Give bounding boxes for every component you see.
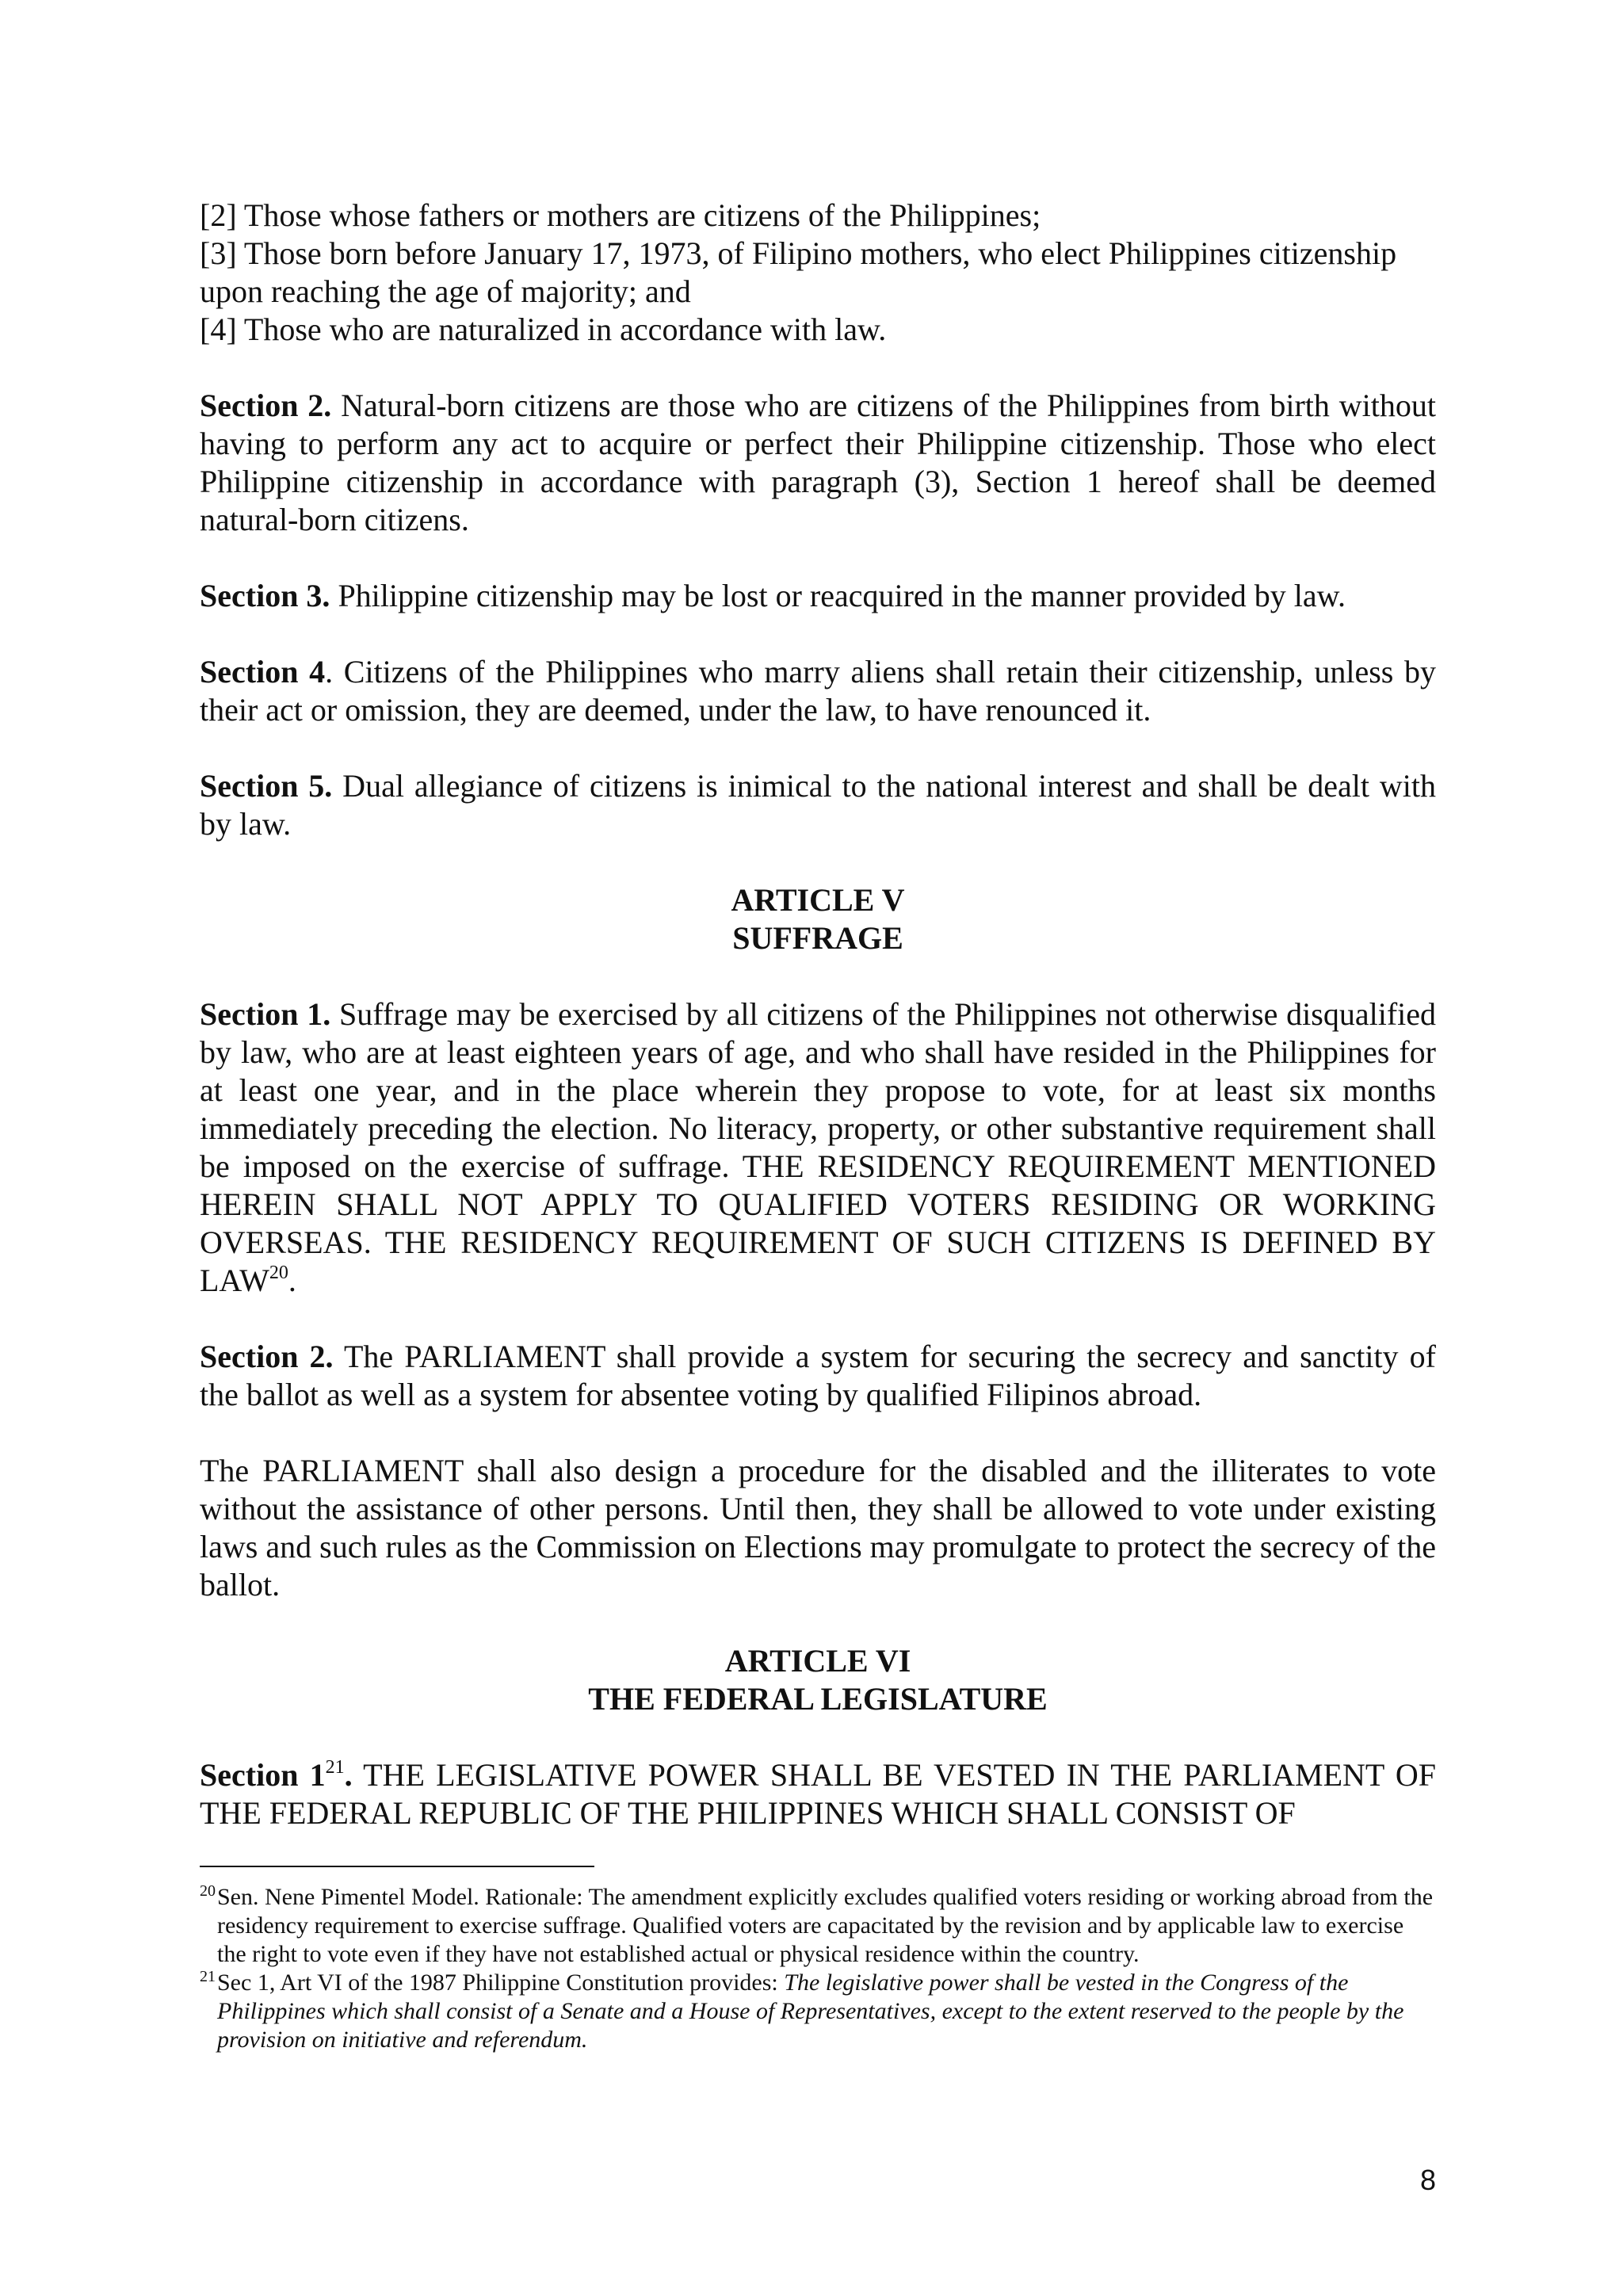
section-label: Section 2. — [200, 1339, 334, 1374]
article4-section5 — [200, 767, 1436, 843]
footnote-separator — [200, 1866, 594, 1867]
footnote-text: Sec 1, Art VI of the 1987 Philippine Constitution provides: — [217, 1969, 785, 1996]
article-subheading: SUFFRAGE — [732, 920, 903, 956]
section-text: Suffrage may be exercised by all citizens of the Philippines not otherwise disqualified by law, who are at least eighteen years of age, and who shall have resided in the Philippines for at least one year, and in the place wherein they propose to vote, for at least six months immediately preceding the election. No literacy, property, or other substantive requirement shall be imposed on the exercise of suffrage. THE RESIDENCY REQUIREMENT MENTIONED HEREIN SHALL NOT APPLY TO QUALIFIED VOTERS RESIDING OR WORKING OVERSEAS. THE RESIDENCY REQUIREMENT OF SUCH CITIZENS IS DEFINED BY LAW — [200, 996, 1437, 1298]
article4-section4 — [200, 653, 1436, 729]
footnote-mark: 21 — [200, 1968, 216, 1985]
section-text: Natural-born citizens are those who are citizens of the Philippines from birth without having to perform any act to acquire or perfect their Philippine citizenship. Those who elect Philippine citizenship in accordance with paragraph (3), Section 1 hereof shall be deemed natural-born citizens. — [200, 388, 1436, 537]
footnote-quote: The legislative power shall be vested in the Congress of the Philippines which shall consist of a Senate and a House of Representatives, except to the extent reserved to the people by the provision on initiative and referendum. — [217, 1969, 1404, 2053]
list-item: [4] Those who are naturalized in accordance with law. — [200, 311, 887, 347]
footnote — [200, 1969, 1436, 2054]
article-subheading: THE FEDERAL LEGISLATURE — [588, 1681, 1048, 1717]
list-item: [3] Those born before January 17, 1973, of Filipino mothers, who elect Philippines citizenship upon reaching the age of majority; and — [200, 235, 1397, 309]
article5-section2 — [200, 1338, 1436, 1414]
section-label: Section 1. — [200, 996, 331, 1032]
page-number: 8 — [1419, 2164, 1436, 2196]
article-heading: ARTICLE V — [731, 882, 905, 918]
article4-section2 — [200, 387, 1436, 539]
footnote — [200, 1883, 1436, 1969]
section-text-end: . — [288, 1263, 296, 1298]
section-label: Section 1 — [200, 1757, 326, 1793]
footnote-reference[interactable]: 20 — [269, 1262, 288, 1283]
article4-section3 — [200, 577, 1436, 615]
section-label: Section 2. — [200, 388, 332, 423]
section-text: Dual allegiance of citizens is inimical to the national interest and shall be dealt with by law. — [200, 768, 1436, 842]
article6-section1 — [200, 1756, 1436, 1832]
section-text: Philippine citizenship may be lost or reacquired in the manner provided by law. — [330, 578, 1346, 613]
footnote-text: Sen. Nene Pimentel Model. Rationale: The amendment explicitly excludes qualified voters residing or working abroad from the residency requirement to exercise suffrage. Qualified voters are capacitated by the revision and by applicable law to exercise the right to vote even if they have not established actual or physical residence within the country. — [217, 1884, 1434, 1967]
section-text: The PARLIAMENT shall provide a system for securing the secrecy and sanctity of the ballot as well as a system for absentee voting by qualified Filipinos abroad. — [200, 1339, 1436, 1412]
footnote-mark: 20 — [200, 1882, 216, 1900]
section-label: Section 4 — [200, 654, 326, 690]
article-heading: ARTICLE VI — [724, 1643, 911, 1679]
footnote-reference[interactable]: 21 — [325, 1756, 345, 1778]
section-text: . Citizens of the Philippines who marry aliens shall retain their citizenship, unless by their act or omission, they are deemed, under the law, to have renounced it. — [200, 654, 1436, 728]
section-text: THE LEGISLATIVE POWER SHALL BE VESTED IN THE PARLIAMENT OF THE FEDERAL REPUBLIC OF THE PHILIPPINES WHICH SHALL CONSIST OF — [200, 1757, 1436, 1831]
article5-section1 — [200, 995, 1436, 1300]
article5-section2-paragraph: The PARLIAMENT shall also design a procedure for the disabled and the illiterates to vote without the assistance of other persons. Until then, they shall be allowed to vote under existing laws and such rules as the Commission on Elections may promulgate to protect the secrecy of the ballot. — [200, 1453, 1436, 1603]
section-label: Section 3. — [200, 578, 330, 613]
section-label-end: . — [344, 1757, 353, 1793]
body-text — [200, 197, 1436, 1832]
footnotes — [200, 1883, 1436, 2054]
list-item: [2] Those whose fathers or mothers are citizens of the Philippines; — [200, 197, 1041, 233]
section-label: Section 5. — [200, 768, 333, 804]
